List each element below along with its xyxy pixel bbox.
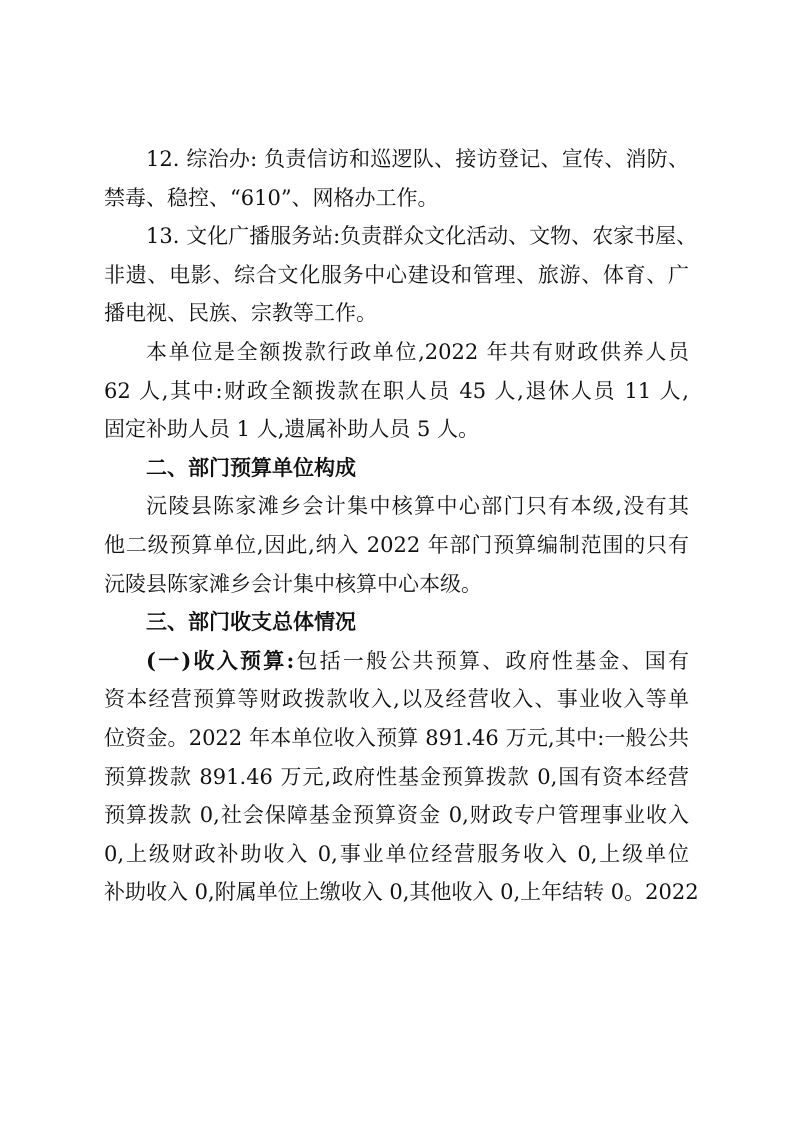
paragraph-line: 播电视、民族、宗教等工作。 [104, 301, 377, 326]
paragraph-line: 62 人,其中:财政全额拨款在职人员 45 人,退休人员 11 人, [104, 378, 689, 403]
paragraph-line: 他二级预算单位,因此,纳入 2022 年部门预算编制范围的只有 [104, 532, 689, 557]
paragraph-staff [104, 333, 689, 449]
paragraph-line: 非遗、电影、综合文化服务中心建设和管理、旅游、体育、广 [104, 262, 689, 287]
paragraph-line: 0,上级财政补助收入 0,事业单位经营服务收入 0,上级单位 [104, 841, 689, 866]
paragraph-line: 位资金。2022 年本单位收入预算 891.46 万元,其中:一般公共 [104, 725, 689, 750]
paragraph-line: 预算拨款 0,社会保障基金预算资金 0,财政专户管理事业收入 [104, 803, 689, 828]
document-body [104, 140, 699, 912]
income-lead-label: (一)收入预算: [146, 647, 295, 673]
paragraph-line: 13. 文化广播服务站:负责群众文化活动、文物、农家书屋、 [146, 224, 698, 249]
paragraph-line: 补助收入 0,附属单位上缴收入 0,其他收入 0,上年结转 0。2022 [104, 880, 699, 905]
paragraph-line [104, 642, 689, 681]
paragraph-line: 沅陵县陈家滩乡会计集中核算中心部门只有本级,没有其 [146, 494, 689, 519]
income-line-text: 包括一般公共预算、政府性基金、国有 [294, 648, 690, 673]
section-heading-overview: 三、部门收支总体情况 [146, 610, 356, 635]
paragraph-line: 资本经营预算等财政拨款收入,以及经营收入、事业收入等单 [104, 687, 689, 712]
section-heading-units: 二、部门预算单位构成 [146, 455, 356, 480]
paragraph-line: 预算拨款 891.46 万元,政府性基金预算拨款 0,国有资本经营 [104, 764, 689, 789]
paragraph-income [104, 642, 699, 912]
paragraph-line: 沅陵县陈家滩乡会计集中核算中心本级。 [104, 571, 482, 596]
paragraph-12 [104, 140, 689, 217]
paragraph-units [104, 487, 689, 603]
paragraph-line: 固定补助人员 1 人,遗属补助人员 5 人。 [104, 417, 480, 442]
paragraph-line: 本单位是全额拨款行政单位,2022 年共有财政供养人员 [146, 339, 689, 364]
paragraph-line: 禁毒、稳控、“610”、网格办工作。 [104, 185, 439, 210]
paragraph-line: 12. 综治办: 负责信访和巡逻队、接访登记、宣传、消防、 [146, 147, 689, 171]
paragraph-13 [104, 217, 698, 333]
